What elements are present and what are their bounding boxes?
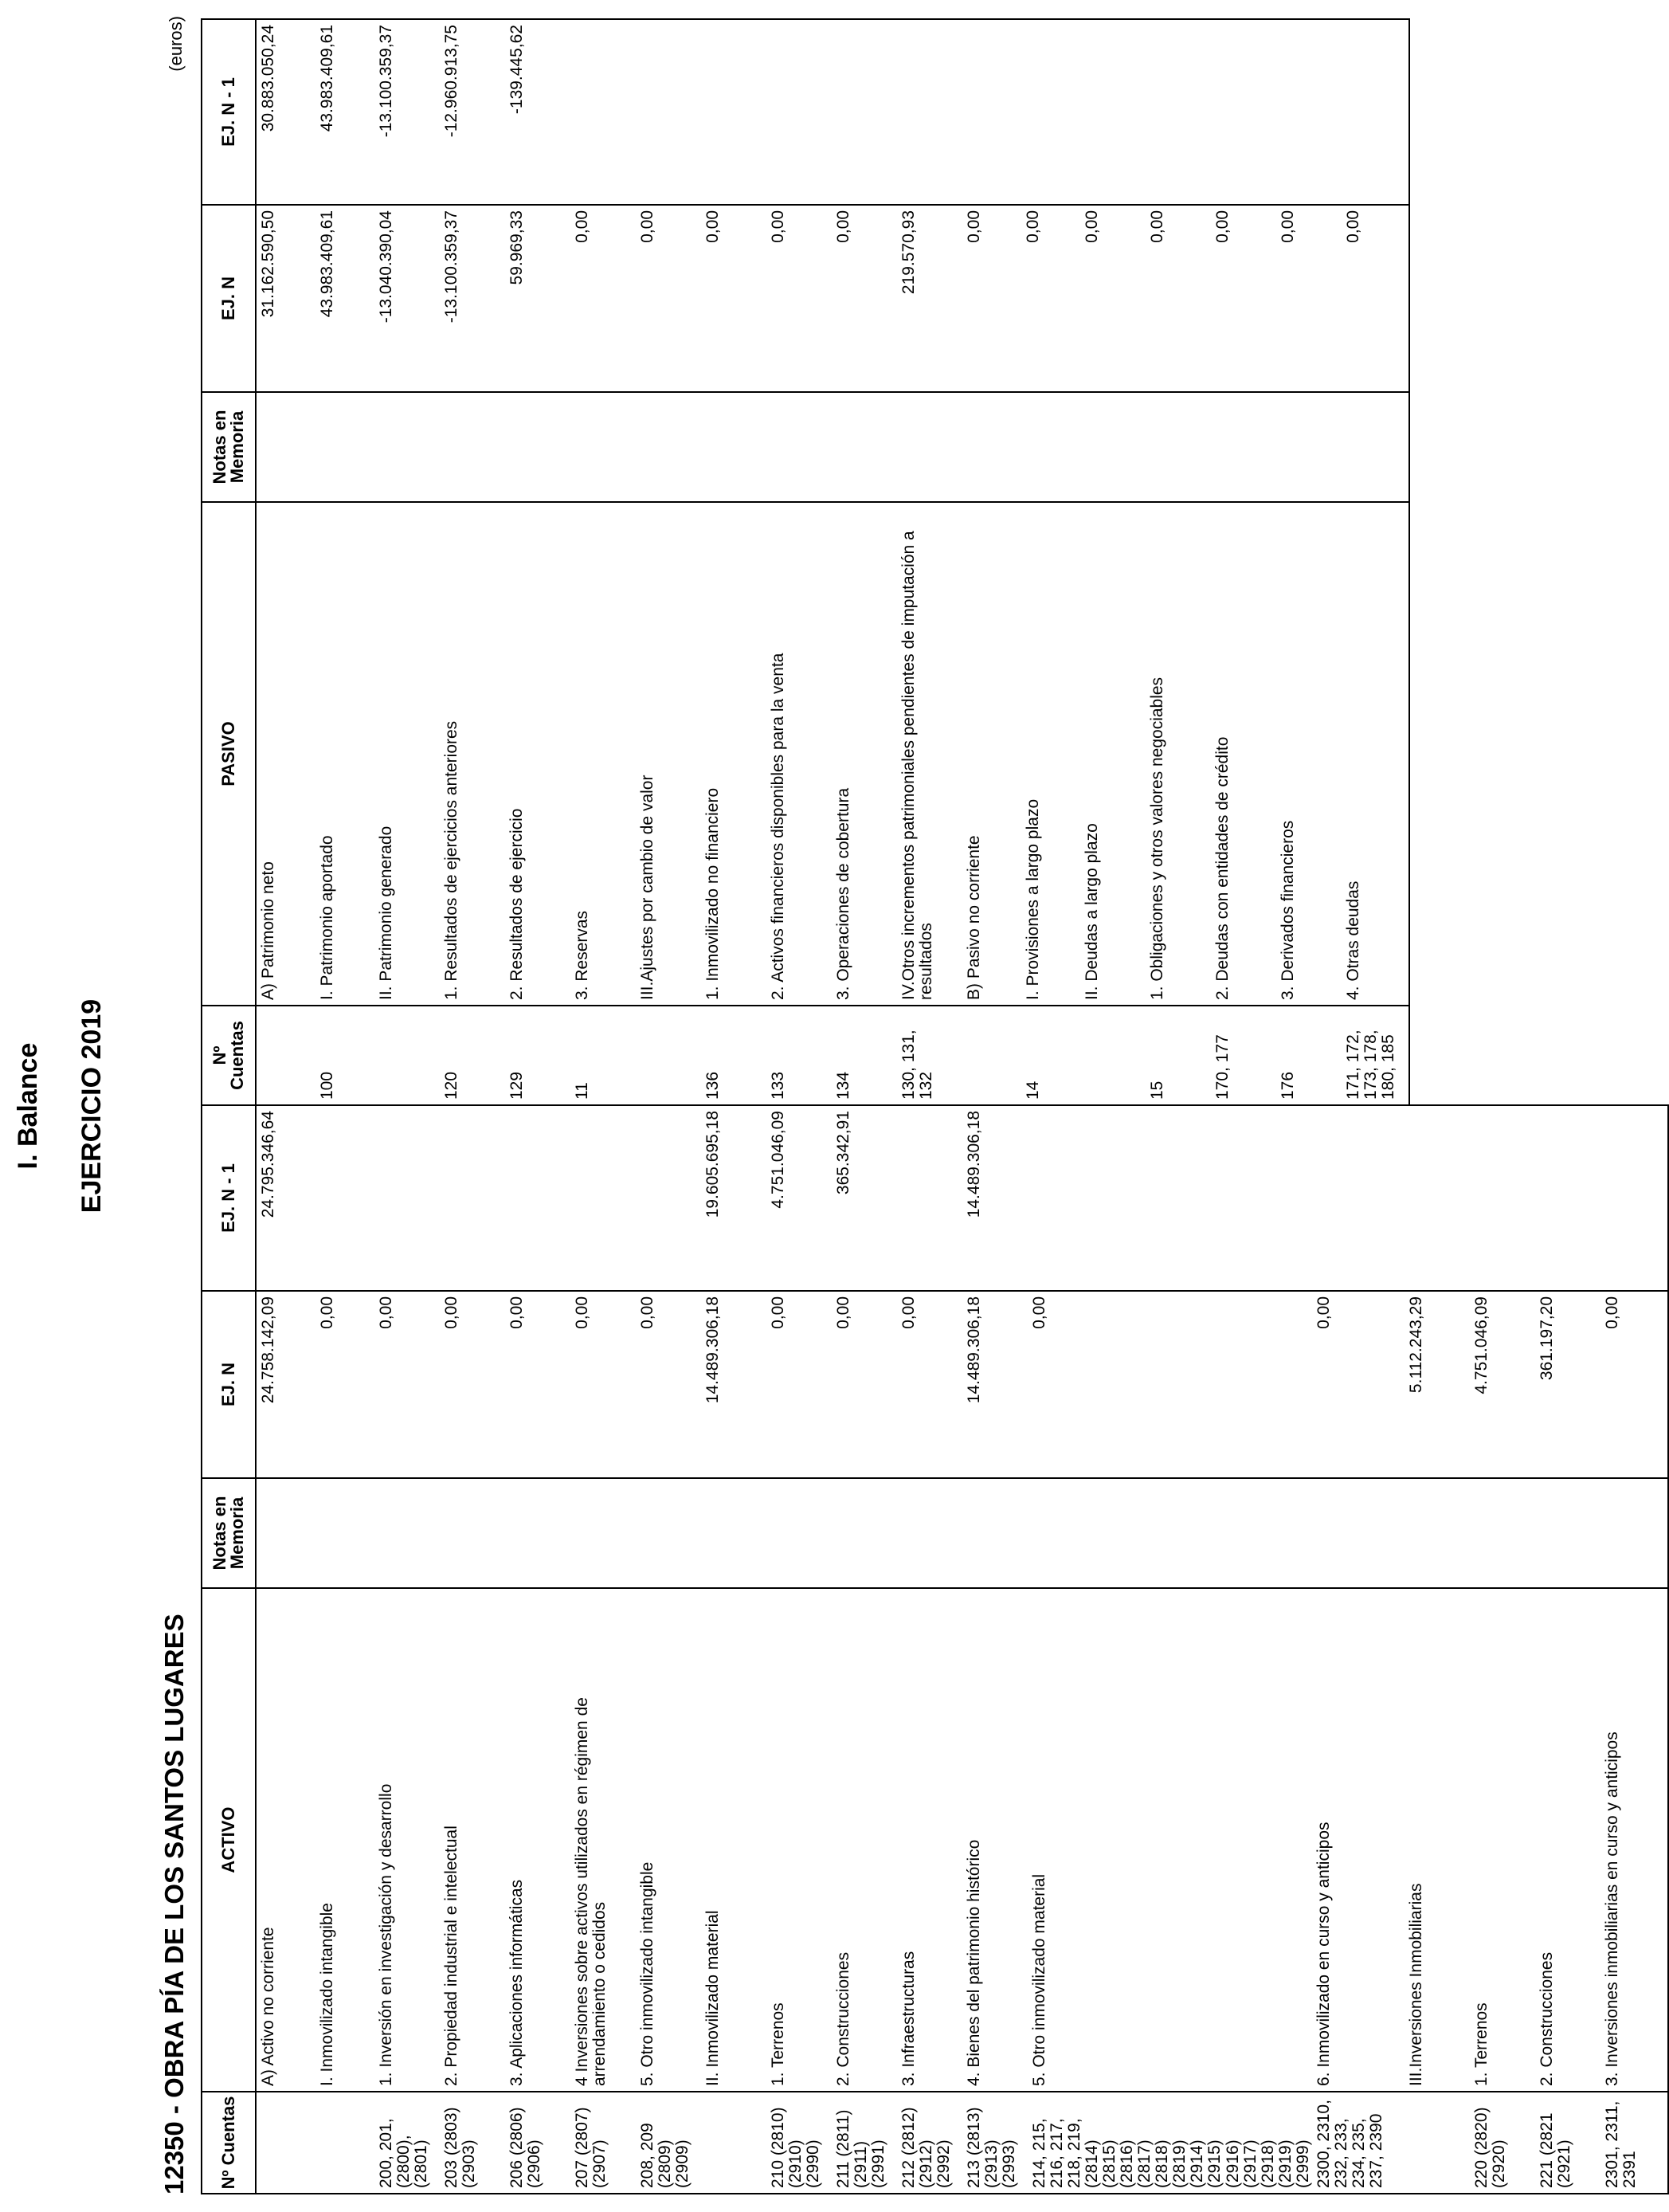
pasivo-row-ej-n1 bbox=[1147, 19, 1213, 205]
pasivo-row bbox=[1082, 19, 1147, 1105]
pasivo-row bbox=[899, 19, 964, 1105]
activo-row-ej-n: 0,00 bbox=[637, 1291, 703, 1478]
activo-header-row bbox=[202, 1105, 256, 2194]
activo-row-ej-n: 361.197,20 bbox=[1537, 1291, 1602, 1478]
pasivo-row-notas bbox=[1082, 392, 1147, 502]
pasivo-col-ej-n1: EJ. N - 1 bbox=[202, 19, 256, 205]
activo-row-cuentas: 221 (2821 (2921) bbox=[1537, 2092, 1602, 2194]
pasivo-row-notas bbox=[637, 392, 703, 502]
activo-row-concepto: 2. Propiedad industrial e intelectual bbox=[441, 1588, 507, 2092]
activo-row bbox=[833, 1105, 899, 2194]
activo-row-notas bbox=[376, 1478, 441, 1588]
pasivo-table bbox=[201, 18, 1410, 1106]
activo-row-notas bbox=[1406, 1478, 1471, 1588]
pasivo-row-notas bbox=[1213, 392, 1278, 502]
activo-row-ej-n1 bbox=[1471, 1105, 1537, 1291]
pasivo-row-notas bbox=[317, 392, 376, 502]
pasivo-col-ej-n: EJ. N bbox=[202, 205, 256, 392]
activo-row-ej-n: 0,00 bbox=[1602, 1291, 1668, 1478]
activo-row-ej-n1 bbox=[317, 1105, 376, 1291]
pasivo-row-cuentas: 176 bbox=[1278, 1006, 1343, 1105]
activo-row-concepto: 2. Construcciones bbox=[1537, 1588, 1602, 2092]
pasivo-row-ej-n: 43.983.409,61 bbox=[317, 205, 376, 392]
pasivo-row-notas bbox=[1278, 392, 1343, 502]
activo-row-ej-n1 bbox=[1406, 1105, 1471, 1291]
pasivo-row-notas bbox=[833, 392, 899, 502]
activo-row bbox=[572, 1105, 637, 2194]
activo-row bbox=[1029, 1105, 1314, 2194]
entity-name: 12350 - OBRA PÍA DE LOS SANTOS LUGARES bbox=[159, 1614, 189, 2194]
activo-row bbox=[703, 1105, 768, 2194]
pasivo-row-ej-n1 bbox=[703, 19, 768, 205]
pasivo-row bbox=[256, 19, 317, 1105]
pasivo-row bbox=[768, 19, 833, 1105]
activo-row-cuentas: 203 (2803) (2903) bbox=[441, 2092, 507, 2194]
activo-row-notas bbox=[768, 1478, 833, 1588]
pasivo-row bbox=[703, 19, 768, 1105]
activo-row bbox=[637, 1105, 703, 2194]
pasivo-row bbox=[572, 19, 637, 1105]
activo-row-ej-n1 bbox=[376, 1105, 441, 1291]
pasivo-row-ej-n: 0,00 bbox=[1147, 205, 1213, 392]
activo-row-notas bbox=[964, 1478, 1029, 1588]
activo-row-ej-n1 bbox=[1602, 1105, 1668, 1291]
pasivo-row bbox=[1023, 19, 1082, 1105]
activo-row bbox=[256, 1105, 317, 2194]
pasivo-row bbox=[833, 19, 899, 1105]
pasivo-row-ej-n: 31.162.590,50 bbox=[256, 205, 317, 392]
pasivo-row-notas bbox=[1023, 392, 1082, 502]
pasivo-row-concepto: IV.Otros incrementos patrimoniales pendientes de imputación a resultados bbox=[899, 502, 964, 1006]
pasivo-row-notas bbox=[1343, 392, 1409, 502]
activo-row-ej-n: 0,00 bbox=[317, 1291, 376, 1478]
pasivo-row bbox=[1213, 19, 1278, 1105]
pasivo-row-cuentas bbox=[964, 1006, 1023, 1105]
activo-col-notas: Notas en Memoria bbox=[202, 1478, 256, 1588]
pasivo-row-ej-n1: -12.960.913,75 bbox=[441, 19, 507, 205]
pasivo-row-notas bbox=[703, 392, 768, 502]
activo-row-cuentas: 210 (2810) (2910) (2990) bbox=[768, 2092, 833, 2194]
pasivo-row-concepto: I. Patrimonio aportado bbox=[317, 502, 376, 1006]
activo-row-notas bbox=[899, 1478, 964, 1588]
fiscal-year-title: EJERCICIO 2019 bbox=[76, 998, 107, 1214]
pasivo-rows bbox=[256, 19, 1409, 1105]
pasivo-row-concepto: A) Patrimonio neto bbox=[256, 502, 317, 1006]
activo-col-ej-n1: EJ. N - 1 bbox=[202, 1105, 256, 1291]
activo-row bbox=[1314, 1105, 1406, 2194]
activo-row-cuentas bbox=[317, 2092, 376, 2194]
pasivo-row bbox=[317, 19, 376, 1105]
activo-row bbox=[768, 1105, 833, 2194]
pasivo-row-ej-n: 0,00 bbox=[964, 205, 1023, 392]
activo-row-notas bbox=[572, 1478, 637, 1588]
activo-row-concepto: II. Inmovilizado material bbox=[703, 1588, 768, 2092]
pasivo-row bbox=[441, 19, 507, 1105]
activo-row-ej-n1: 14.489.306,18 bbox=[964, 1105, 1029, 1291]
activo-col-concepto: ACTIVO bbox=[202, 1588, 256, 2092]
activo-row-concepto: I. Inmovilizado intangible bbox=[317, 1588, 376, 2092]
activo-row-concepto: III.Inversiones Inmobiliarias bbox=[1406, 1588, 1471, 2092]
activo-row-cuentas: 200, 201, (2800), (2801) bbox=[376, 2092, 441, 2194]
pasivo-col-notas: Notas en Memoria bbox=[202, 392, 256, 502]
pasivo-row-concepto: 2. Resultados de ejercicio bbox=[507, 502, 572, 1006]
activo-row-notas bbox=[1471, 1478, 1537, 1588]
activo-row-notas bbox=[703, 1478, 768, 1588]
activo-row-ej-n: 0,00 bbox=[1029, 1291, 1314, 1478]
activo-row-ej-n1 bbox=[1029, 1105, 1314, 1291]
pasivo-row-cuentas: 129 bbox=[507, 1006, 572, 1105]
activo-row-concepto: 1. Terrenos bbox=[1471, 1588, 1537, 2092]
activo-table bbox=[201, 1104, 1669, 2194]
pasivo-row-cuentas: 136 bbox=[703, 1006, 768, 1105]
pasivo-row-concepto: 1. Resultados de ejercicios anteriores bbox=[441, 502, 507, 1006]
pasivo-row-cuentas bbox=[256, 1006, 317, 1105]
pasivo-row-cuentas bbox=[376, 1006, 441, 1105]
pasivo-row-ej-n: -13.040.390,04 bbox=[376, 205, 441, 392]
pasivo-row-notas bbox=[507, 392, 572, 502]
activo-row-cuentas: 207 (2807) (2907) bbox=[572, 2092, 637, 2194]
activo-row bbox=[507, 1105, 572, 2194]
activo-row-notas bbox=[637, 1478, 703, 1588]
pasivo-row-ej-n1 bbox=[572, 19, 637, 205]
activo-row-cuentas: 211 (2811) (2911) (2991) bbox=[833, 2092, 899, 2194]
pasivo-row-ej-n: 59.969,33 bbox=[507, 205, 572, 392]
pasivo-row-ej-n1 bbox=[964, 19, 1023, 205]
activo-row-cuentas: 208, 209 (2809) (2909) bbox=[637, 2092, 703, 2194]
pasivo-row-notas bbox=[899, 392, 964, 502]
pasivo-row-ej-n: 0,00 bbox=[768, 205, 833, 392]
activo-row bbox=[1537, 1105, 1602, 2194]
activo-row-ej-n: 0,00 bbox=[507, 1291, 572, 1478]
pasivo-row-ej-n: 0,00 bbox=[833, 205, 899, 392]
activo-row-concepto: 5. Otro inmovilizado intangible bbox=[637, 1588, 703, 2092]
activo-row-cuentas: 2300, 2310, 232, 233, 234, 235, 237, 2390 bbox=[1314, 2092, 1406, 2194]
pasivo-row-ej-n1: -13.100.359,37 bbox=[376, 19, 441, 205]
pasivo-row bbox=[1278, 19, 1343, 1105]
pasivo-row-cuentas: 15 bbox=[1147, 1006, 1213, 1105]
activo-row-ej-n1 bbox=[441, 1105, 507, 1291]
pasivo-row-concepto: 3. Reservas bbox=[572, 502, 637, 1006]
pasivo-row-concepto: 3. Operaciones de cobertura bbox=[833, 502, 899, 1006]
activo-col-ej-n: EJ. N bbox=[202, 1291, 256, 1478]
activo-row-notas bbox=[1029, 1478, 1314, 1588]
activo-row-notas bbox=[507, 1478, 572, 1588]
pasivo-row-concepto: 3. Derivados financieros bbox=[1278, 502, 1343, 1006]
activo-row-concepto: 3. Aplicaciones informáticas bbox=[507, 1588, 572, 2092]
activo-row bbox=[964, 1105, 1029, 2194]
activo-row bbox=[899, 1105, 964, 2194]
pasivo-header-row bbox=[202, 19, 256, 1105]
pasivo-row-ej-n: 0,00 bbox=[1278, 205, 1343, 392]
activo-row-ej-n: 4.751.046,09 bbox=[1471, 1291, 1537, 1478]
activo-row bbox=[1602, 1105, 1668, 2194]
activo-row-cuentas: 2301, 2311, 2391 bbox=[1602, 2092, 1668, 2194]
pasivo-row bbox=[376, 19, 441, 1105]
pasivo-row-ej-n1 bbox=[768, 19, 833, 205]
activo-row-cuentas: 212 (2812) (2912) (2992) bbox=[899, 2092, 964, 2194]
activo-row-ej-n1: 24.795.346,64 bbox=[256, 1105, 317, 1291]
activo-row-cuentas bbox=[1406, 2092, 1471, 2194]
pasivo-row-ej-n1 bbox=[1343, 19, 1409, 205]
pasivo-row-concepto: II. Deudas a largo plazo bbox=[1082, 502, 1147, 1006]
report-title: I. Balance bbox=[13, 1042, 43, 1170]
activo-row-ej-n: 0,00 bbox=[833, 1291, 899, 1478]
activo-row-ej-n1 bbox=[1537, 1105, 1602, 1291]
pasivo-row-cuentas: 14 bbox=[1023, 1006, 1082, 1105]
activo-row-concepto: 6. Inmovilizado en curso y anticipos bbox=[1314, 1588, 1406, 2092]
activo-row-ej-n1 bbox=[637, 1105, 703, 1291]
activo-row bbox=[1471, 1105, 1537, 2194]
pasivo-row-ej-n1 bbox=[899, 19, 964, 205]
activo-row-ej-n: 0,00 bbox=[899, 1291, 964, 1478]
pasivo-row bbox=[1147, 19, 1213, 1105]
activo-row-concepto: 2. Construcciones bbox=[833, 1588, 899, 2092]
activo-row-cuentas: 206 (2806) (2906) bbox=[507, 2092, 572, 2194]
pasivo-row-cuentas bbox=[1082, 1006, 1147, 1105]
pasivo-row-notas bbox=[768, 392, 833, 502]
pasivo-row-notas bbox=[441, 392, 507, 502]
pasivo-row-ej-n1 bbox=[637, 19, 703, 205]
pasivo-row-concepto: II. Patrimonio generado bbox=[376, 502, 441, 1006]
activo-row-notas bbox=[1537, 1478, 1602, 1588]
activo-row-ej-n1 bbox=[572, 1105, 637, 1291]
pasivo-row-ej-n: 0,00 bbox=[703, 205, 768, 392]
currency-unit: (euros) bbox=[166, 16, 186, 72]
activo-row-cuentas bbox=[256, 2092, 317, 2194]
pasivo-row-ej-n1 bbox=[1082, 19, 1147, 205]
activo-row bbox=[317, 1105, 376, 2194]
activo-row-ej-n: 0,00 bbox=[1314, 1291, 1406, 1478]
pasivo-row-ej-n1 bbox=[833, 19, 899, 205]
activo-row-ej-n: 0,00 bbox=[376, 1291, 441, 1478]
pasivo-row-cuentas: 134 bbox=[833, 1006, 899, 1105]
pasivo-col-cuentas: Nº Cuentas bbox=[202, 1006, 256, 1105]
pasivo-row-ej-n: 0,00 bbox=[1082, 205, 1147, 392]
activo-row-concepto: 4 Inversiones sobre activos utilizados en régimen de arrendamiento o cedidos bbox=[572, 1588, 637, 2092]
pasivo-row bbox=[1343, 19, 1409, 1105]
activo-row-concepto: 3. Infraestructuras bbox=[899, 1588, 964, 2092]
activo-row-ej-n1: 4.751.046,09 bbox=[768, 1105, 833, 1291]
activo-row-ej-n: 14.489.306,18 bbox=[703, 1291, 768, 1478]
pasivo-row-cuentas: 100 bbox=[317, 1006, 376, 1105]
pasivo-row-concepto: 1. Obligaciones y otros valores negociables bbox=[1147, 502, 1213, 1006]
pasivo-row-ej-n1: 30.883.050,24 bbox=[256, 19, 317, 205]
activo-row bbox=[376, 1105, 441, 2194]
activo-row-cuentas: 213 (2813) (2913) (2993) bbox=[964, 2092, 1029, 2194]
activo-row-ej-n1 bbox=[899, 1105, 964, 1291]
pasivo-row-ej-n: 0,00 bbox=[1023, 205, 1082, 392]
activo-row-concepto: 3. Inversiones inmobiliarias en curso y anticipos bbox=[1602, 1588, 1668, 2092]
activo-row-notas bbox=[317, 1478, 376, 1588]
pasivo-row-cuentas: 11 bbox=[572, 1006, 637, 1105]
activo-row-concepto: 4. Bienes del patrimonio histórico bbox=[964, 1588, 1029, 2092]
activo-row-notas bbox=[256, 1478, 317, 1588]
activo-col-cuentas: Nº Cuentas bbox=[202, 2092, 256, 2194]
activo-row-cuentas: 220 (2820) (2920) bbox=[1471, 2092, 1537, 2194]
pasivo-row-ej-n1 bbox=[1278, 19, 1343, 205]
activo-row-notas bbox=[1602, 1478, 1668, 1588]
activo-row-ej-n: 0,00 bbox=[572, 1291, 637, 1478]
activo-row-concepto: 5. Otro inmovilizado material bbox=[1029, 1588, 1314, 2092]
pasivo-row-cuentas: 133 bbox=[768, 1006, 833, 1105]
activo-row-ej-n: 5.112.243,29 bbox=[1406, 1291, 1471, 1478]
activo-row-ej-n1 bbox=[1314, 1105, 1406, 1291]
pasivo-row-concepto: 1. Inmovilizado no financiero bbox=[703, 502, 768, 1006]
pasivo-row-cuentas: 130, 131, 132 bbox=[899, 1006, 964, 1105]
activo-row-ej-n1: 19.605.695,18 bbox=[703, 1105, 768, 1291]
pasivo-row-concepto: 2. Deudas con entidades de crédito bbox=[1213, 502, 1278, 1006]
activo-rows bbox=[256, 1105, 1668, 2194]
activo-row-ej-n: 0,00 bbox=[441, 1291, 507, 1478]
pasivo-row-notas bbox=[376, 392, 441, 502]
pasivo-row-concepto: 4. Otras deudas bbox=[1343, 502, 1409, 1006]
activo-row-ej-n1: 365.342,91 bbox=[833, 1105, 899, 1291]
pasivo-row-notas bbox=[572, 392, 637, 502]
pasivo-row bbox=[507, 19, 572, 1105]
pasivo-row-ej-n: 219.570,93 bbox=[899, 205, 964, 392]
pasivo-row-ej-n: -13.100.359,37 bbox=[441, 205, 507, 392]
pasivo-row-notas bbox=[1147, 392, 1213, 502]
pasivo-row-cuentas: 171, 172, 173, 178, 180, 185 bbox=[1343, 1006, 1409, 1105]
pasivo-row bbox=[964, 19, 1023, 1105]
pasivo-row-ej-n1: -139.445,62 bbox=[507, 19, 572, 205]
pasivo-row-concepto: 2. Activos financieros disponibles para la venta bbox=[768, 502, 833, 1006]
pasivo-row-ej-n: 0,00 bbox=[1343, 205, 1409, 392]
pasivo-row-ej-n1 bbox=[1213, 19, 1278, 205]
pasivo-row-ej-n1 bbox=[1023, 19, 1082, 205]
activo-row bbox=[1406, 1105, 1471, 2194]
pasivo-col-concepto: PASIVO bbox=[202, 502, 256, 1006]
activo-row-concepto: A) Activo no corriente bbox=[256, 1588, 317, 2092]
activo-row-cuentas bbox=[703, 2092, 768, 2194]
pasivo-row-concepto: III.Ajustes por cambio de valor bbox=[637, 502, 703, 1006]
activo-row-ej-n1 bbox=[507, 1105, 572, 1291]
activo-row-concepto: 1. Inversión en investigación y desarrollo bbox=[376, 1588, 441, 2092]
pasivo-row-concepto: I. Provisiones a largo plazo bbox=[1023, 502, 1082, 1006]
pasivo-row-ej-n: 0,00 bbox=[637, 205, 703, 392]
activo-row-notas bbox=[1314, 1478, 1406, 1588]
pasivo-row-notas bbox=[964, 392, 1023, 502]
pasivo-row-notas bbox=[256, 392, 317, 502]
activo-row-ej-n: 14.489.306,18 bbox=[964, 1291, 1029, 1478]
activo-row-ej-n: 0,00 bbox=[768, 1291, 833, 1478]
activo-row-ej-n: 24.758.142,09 bbox=[256, 1291, 317, 1478]
pasivo-row-cuentas: 170, 177 bbox=[1213, 1006, 1278, 1105]
activo-row-concepto: 1. Terrenos bbox=[768, 1588, 833, 2092]
pasivo-row bbox=[637, 19, 703, 1105]
activo-row-notas bbox=[441, 1478, 507, 1588]
pasivo-row-ej-n: 0,00 bbox=[572, 205, 637, 392]
pasivo-row-concepto: B) Pasivo no corriente bbox=[964, 502, 1023, 1006]
activo-row bbox=[441, 1105, 507, 2194]
pasivo-row-ej-n1: 43.983.409,61 bbox=[317, 19, 376, 205]
activo-row-cuentas: 214, 215, 216, 217, 218, 219, (2814) (2815) (2816) (2817) (2818) (2819) (2914) (2915) (2916) (2917) (2918) (2919) (2999) bbox=[1029, 2092, 1314, 2194]
pasivo-row-cuentas: 120 bbox=[441, 1006, 507, 1105]
pasivo-row-ej-n: 0,00 bbox=[1213, 205, 1278, 392]
activo-row-notas bbox=[833, 1478, 899, 1588]
pasivo-row-cuentas bbox=[637, 1006, 703, 1105]
